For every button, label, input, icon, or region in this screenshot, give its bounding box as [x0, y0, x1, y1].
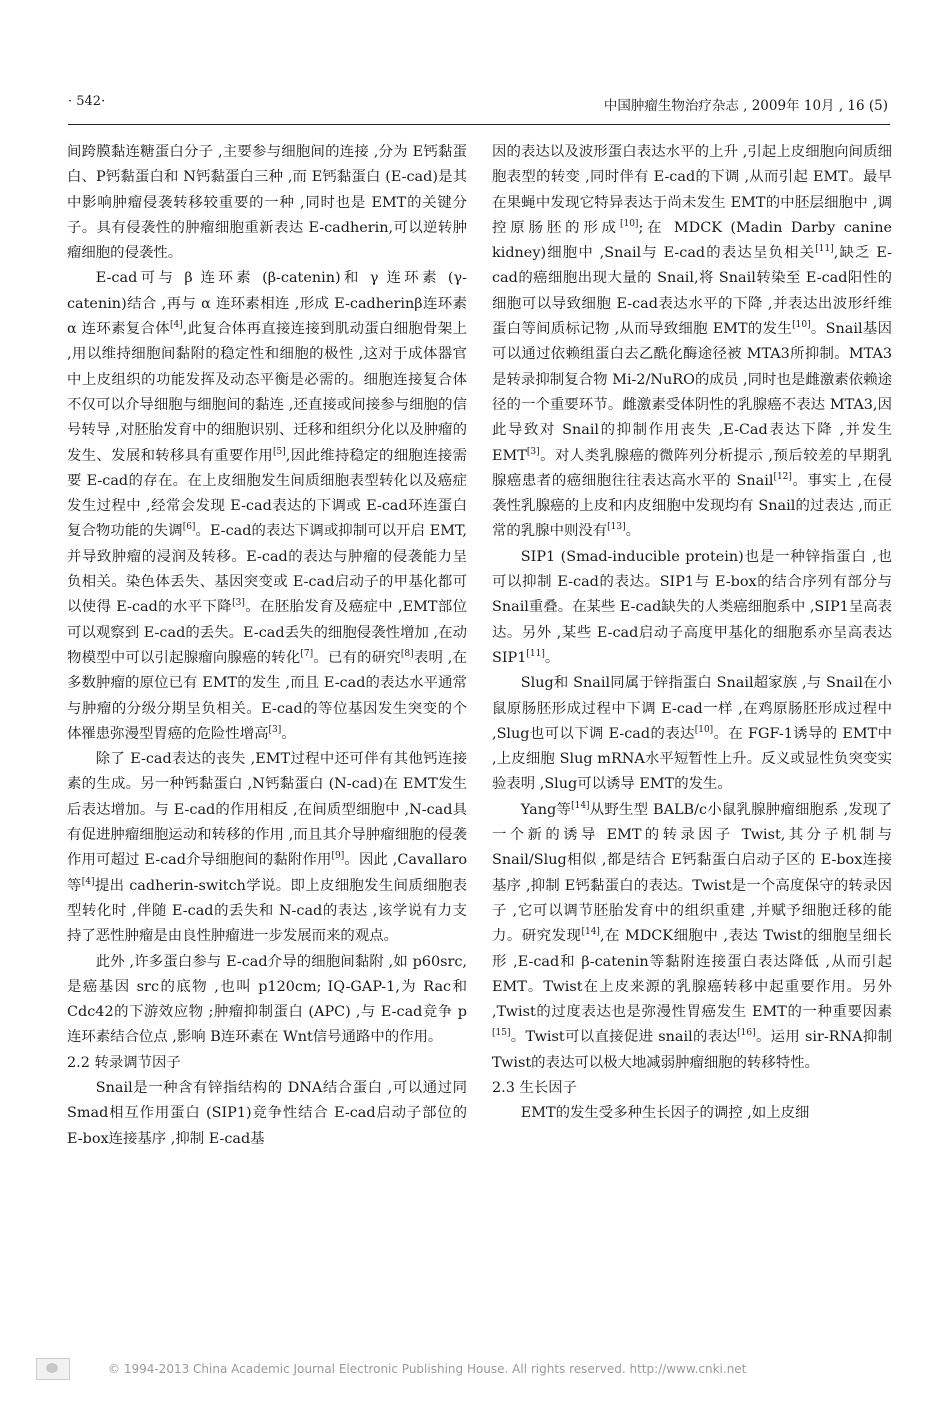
- text-run: 间跨膜黏连糖蛋白分子 ,主要参与细胞间的连接 ,分为 E钙黏蛋白、P钙黏蛋白和 N钙黏蛋白三种 ,而 E钙黏蛋白 (E-cad)是其中影响肿瘤侵袭转移较重要的一种 ,同时也是 EMT的关键分子。具有侵袭性的肿瘤细胞重新表达 E-cadherin,可以逆转肿瘤细胞的侵袭性。: [67, 144, 467, 262]
- text-run: 。运用 sir-RNA抑制 Twist的表达可以极大地减弱肿瘤细胞的转移特性。: [492, 1029, 893, 1071]
- text-run: Snail是一种含有锌指结构的 DNA结合蛋白 ,可以通过同 Smad相互作用蛋白 (SIP1)竞争性结合 E-cad启动子部位的 E-box连接基序 ,抑制 E-cad基: [67, 1079, 467, 1147]
- text-run: 此外 ,许多蛋白参与 E-cad介导的细胞间黏附 ,如 p60src,是癌基因 src的底物 ,也叫 p120cm; IQ-GAP-1,为 Rac和 Cdc42的下游效应物 ;肿瘤抑制蛋白 (APC) ,与 E-cad竞争 p连环素结合位点 ,影响 B连环素在 Wnt信号通路中的作用。: [67, 953, 467, 1046]
- citation-ref: [5]: [273, 446, 286, 457]
- paragraph: [492, 1101, 892, 1126]
- right-text-column: [492, 140, 892, 1127]
- paragraph: [67, 950, 467, 1051]
- citation-ref: [10]: [694, 725, 714, 736]
- citation-ref: [16]: [737, 1028, 756, 1039]
- citation-ref: [8]: [400, 649, 414, 660]
- left-text-column: [67, 140, 467, 1152]
- text-run: Yang等: [520, 801, 572, 818]
- citation-ref: [11]: [526, 649, 545, 660]
- text-run: 。事实上 ,在侵袭性乳腺癌的上皮和内皮细胞中发现均有 Snail的过表达 ,而正常的乳腺中则没有: [492, 472, 892, 540]
- text-run: 。因此 ,Cavallaro等: [67, 852, 467, 894]
- text-run: 提出 cadherin-switch学说。即上皮细胞发生间质细胞表型转化时 ,伴随 E-cad的丢失和 N-cad的表达 ,该学说有力支持了恶性肿瘤是由良性肿瘤进一步发展而来的观点。: [67, 877, 467, 945]
- text-run: 。对人类乳腺癌的微阵列分析提示 ,预后较差的早期乳腺癌患者的癌细胞往往表达高水平的 Snail: [492, 447, 892, 489]
- paragraph: [492, 798, 892, 1076]
- page-header: [68, 94, 888, 118]
- text-run: 2.2 转录调节因子: [67, 1054, 181, 1071]
- paragraph: [67, 140, 467, 266]
- paragraph: [67, 1076, 467, 1152]
- text-run: 。已有的研究: [313, 649, 401, 666]
- text-run: ,此复合体再直接连接到肌动蛋白细胞骨架上 ,用以维持细胞间黏附的稳定性和细胞的极性 ,这对于成体器官中上皮组织的功能发挥及动态平衡是必需的。细胞连接复合体不仅可以介导细胞与细胞间的黏连 ,还直接或间接参与细胞的信号转导 ,对胚胎发育中的细胞识别、迁移和组织分化以及肿瘤的发生、发展和转移具有重要作用: [67, 321, 468, 464]
- citation-ref: [11]: [815, 244, 834, 255]
- copyright-notice: © 1994-2013 China Academic Journal Electronic Publishing House. All rights reserved. http://www.cnki.net: [108, 1362, 747, 1376]
- text-run: ;在 MDCK (Madin Darby canine kidney)细胞中 ,Snail与 E-cad的表达呈负相关: [492, 219, 892, 262]
- text-run: 。: [544, 649, 560, 666]
- text-run: 。Snail基因可以通过依赖组蛋白去乙酰化酶途径被 MTA3所抑制。MTA3是转录抑制复合物 Mi-2/NuRO的成员 ,同时也是雌激素依赖途径的一个重要环节。雌激素受体阴性的乳腺癌不表达 MTA3,因此导致对 Snail的抑制作用丧失 ,E-Cad表达下降 ,并发生 EMT: [492, 321, 892, 464]
- text-run: 。在胚胎发育及癌症中 ,EMT部位可以观察到 E-cad的丢失。E-cad丢失的细胞侵袭性增加 ,在动物模型中可以引起腺瘤向腺癌的转化: [67, 599, 467, 666]
- text-run: 。: [281, 725, 296, 742]
- citation-ref: [12]: [773, 472, 792, 483]
- text-run: ,缺乏 E-cad的癌细胞出现大量的 Snail,将 Snail转染至 E-cad阳性的细胞可以导致细胞 E-cad表达水平的下降 ,并表达出波形纤维蛋白等间质标记物 ,从而导致细胞 EMT的发生: [492, 245, 892, 338]
- citation-ref: [3]: [526, 446, 540, 457]
- text-run: Slug和 Snail同属于锌指蛋白 Snail超家族 ,与 Snail在小鼠原肠胚形成过程中下调 E-cad一样 ,在鸡原肠胚形成过程中 ,Slug也可以下调 E-cad的表达: [492, 675, 892, 742]
- text-run: 。Twist可以直接促进 snail的表达: [510, 1029, 738, 1046]
- citation-ref: [9]: [331, 851, 345, 862]
- citation-ref: [14]: [581, 927, 600, 938]
- text-run: 表明 ,在多数肿瘤的原位已有 EMT的发生 ,而且 E-cad的表达水平通常与肿瘤的分级分期呈负相关。E-cad的等位基因发生突变的个体罹患弥漫型胃癌的危险性增高: [67, 649, 467, 742]
- text-run: ,在 MDCK细胞中 ,表达 Twist的细胞呈细长形 ,E-cad和 β-catenin等黏附连接蛋白表达降低 ,从而引起 EMT。Twist在上皮来源的乳腺癌转移中起重要作用。另外 ,Twist的过度表达也是弥漫性胃癌发生 EMT的一种重要因素: [492, 928, 892, 1021]
- citation-ref: [10]: [792, 320, 811, 331]
- header-rule: [68, 124, 890, 125]
- paragraph: [492, 671, 892, 797]
- citation-ref: [3]: [268, 725, 282, 736]
- citation-ref: [6]: [182, 522, 196, 533]
- text-run: SIP1 (Smad-inducible protein)也是一种锌指蛋白 ,也可以抑制 E-cad的表达。SIP1与 E-box的结合序列有部分与 Snail重叠。在某些 E-cad缺失的人类癌细胞系中 ,SIP1呈高表达。另外 ,某些 E-cad启动子高度甲基化的细胞系亦呈高表达 SIP1: [492, 548, 892, 666]
- text-run: 因的表达以及波形蛋白表达水平的上升 ,引起上皮细胞向间质细胞表型的转变 ,同时伴有 E-cad的下调 ,从而引起 EMT。最早在果蝇中发现它特异表达于尚未发生 EMT的中胚层细胞中 ,调控原肠胚的形成: [492, 144, 892, 236]
- citation-ref: [4]: [169, 320, 183, 331]
- citation-ref: [10]: [619, 219, 639, 230]
- citation-ref: [3]: [232, 598, 245, 609]
- section-heading: [492, 1076, 892, 1101]
- section-heading: [67, 1051, 467, 1076]
- paragraph: [67, 747, 467, 949]
- citation-ref: [13]: [607, 522, 626, 533]
- text-run: E-cad可与 β 连环素 (β-catenin)和 γ 连环素 (γ-catenin)结合 ,再与 α 连环素相连 ,形成 E-cadherinβ连环素 α 连环素复合体: [67, 270, 467, 338]
- paragraph: [492, 140, 892, 545]
- text-run: 。E-cad的表达下调或抑制可以开启 EMT,并导致肿瘤的浸润及转移。E-cad的表达与肿瘤的侵袭能力呈负相关。染色体丢失、基因突变或 E-cad启动子的甲基化都可以使得 E-cad的水平下降: [67, 523, 467, 616]
- text-run: 。: [625, 523, 641, 540]
- paragraph: [492, 545, 892, 671]
- citation-ref: [7]: [300, 649, 314, 660]
- text-run: 从野生型 BALB/c小鼠乳腺肿瘤细胞系 ,发现了一个新的诱导 EMT的转录因子 Twist,其分子机制与 Snail/Slug相似 ,都是结合 E钙黏蛋白启动子区的 E-box连接基序 ,抑制 E钙黏蛋白的表达。Twist是一个高度保守的转录因子 ,它可以调节胚胎发育中的组织重建 ,并赋予细胞迁移的能力。研究发现: [492, 801, 892, 945]
- journal-citation: 中国肿瘤生物治疗杂志 , 2009年 10月 , 16 (5): [603, 98, 888, 114]
- page-number: · 542·: [68, 94, 106, 109]
- text-run: EMT的发生受多种生长因子的调控 ,如上皮细: [520, 1105, 810, 1122]
- page-footer: [36, 1360, 916, 1382]
- text-run: 2.3 生长因子: [492, 1079, 578, 1096]
- citation-ref: [14]: [571, 800, 590, 811]
- text-run: 除了 E-cad表达的丧失 ,EMT过程中还可伴有其他钙连接素的生成。另一种钙黏蛋白 ,N钙黏蛋白 (N-cad)在 EMT发生后表达增加。与 E-cad的作用相反 ,在间质型细胞中 ,N-cad具有促进肿瘤细胞运动和转移的作用 ,而且其介导肿瘤细胞的侵袭作用可超过 E-cad介导细胞间的黏附作用: [67, 751, 467, 869]
- paragraph: [67, 266, 467, 747]
- text-run: 。在 FGF-1诱导的 EMT中 ,上皮细胞 Slug mRNA水平短暂性上升。反义或显性负突变实验表明 ,Slug可以诱导 EMT的发生。: [492, 725, 893, 793]
- text-run: ,因此维持稳定的细胞连接需要 E-cad的存在。在上皮细胞发生间质细胞表型转化以及癌症发生过程中 ,经常会发现 E-cad表达的下调或 E-cad环连蛋白复合物功能的失调: [67, 447, 467, 540]
- cnki-logo-icon: [36, 1358, 70, 1380]
- citation-ref: [4]: [81, 876, 95, 887]
- citation-ref: [15]: [492, 1028, 511, 1039]
